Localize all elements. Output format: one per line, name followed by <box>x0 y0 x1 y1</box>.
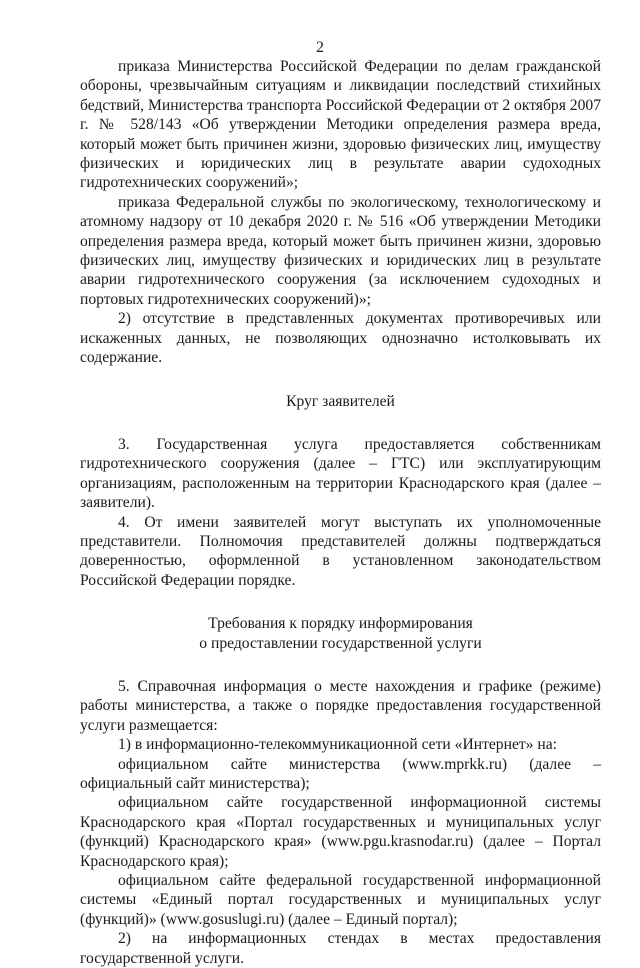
paragraph-condition-2: 2) отсутствие в представленных документах противоречивых или искаженных данных, не позволяющих однозначно истолковывать их содержание. <box>80 310 601 367</box>
paragraph-info-stands: 2) на информационных стендах в местах предоставления государственной услуги. <box>80 930 601 967</box>
paragraph-item-4: 4. От имени заявителей могут выступать их уполномоченные представители. Полномочия представителей должны подтверждаться доверенностью, оформленной в установленном законодательством Российской Федерации порядке. <box>80 513 601 589</box>
paragraph-item-5: 5. Справочная информация о месте нахождения и графике (режиме) работы министерства, а также о порядке предоставления государственной услуги размещается: <box>80 677 601 734</box>
document-body <box>80 57 601 968</box>
paragraph-ministry-site: официальном сайте министерства (www.mprkk.ru) (далее – официальный сайт министерства); <box>80 755 601 792</box>
section-heading-informing-line2: о предоставлении государственной услуги <box>199 634 482 652</box>
section-heading-applicants: Круг заявителей <box>286 392 395 410</box>
paragraph-unified-portal: официальном сайте федеральной государственной информационной системы «Единый портал государственных и муниципальных услуг (функций)» (www.gosuslugi.ru) (далее – Единый портал); <box>80 872 601 928</box>
paragraph-order-mchs: приказа Министерства Российской Федерации по делам гражданской обороны, чрезвычайным ситуациям и ликвидации последствий стихийных бедствий, Министерства транспорта Российской Федерации от 2 октября 2007 г. № 528/143 «Об утверждении Методики определения размера вреда, который может быть причинен жизни, здоровью физических лиц, имуществу физических и юридических лиц в результате аварии судоходных гидротехнических сооружений»; <box>80 58 601 192</box>
paragraph-item-3: 3. Государственная услуга предоставляется собственникам гидротехнического сооружения (далее – ГТС) или эксплуатирующим организациям, расположенным на территории Краснодарского края (далее – заявители). <box>80 435 601 512</box>
section-heading-informing-line1: Требования к порядку информирования <box>208 615 473 633</box>
paragraph-regional-portal: официальном сайте государственной информационной системы Краснодарского края «Портал государственных и муниципальных услуг (функций) Краснодарского края» (www.pgu.krasnodar.ru) (далее – Портал Краснодарского края); <box>80 794 601 870</box>
paragraph-order-rostekhnadzor: приказа Федеральной службы по экологическому, технологическому и атомному надзору от 10 декабря 2020 г. № 516 «Об утверждении Методики определения размера вреда, который может быть причинен жизни, здоровью физических лиц, имуществу физических и юридических лиц в результате аварии гидротехнического сооружения (за исключением судоходных и портовых гидротехнических сооружений)»; <box>80 193 601 308</box>
paragraph-internet: 1) в информационно-телекоммуникационной сети «Интернет» на: <box>118 736 557 754</box>
page-number: 2 <box>316 39 324 56</box>
